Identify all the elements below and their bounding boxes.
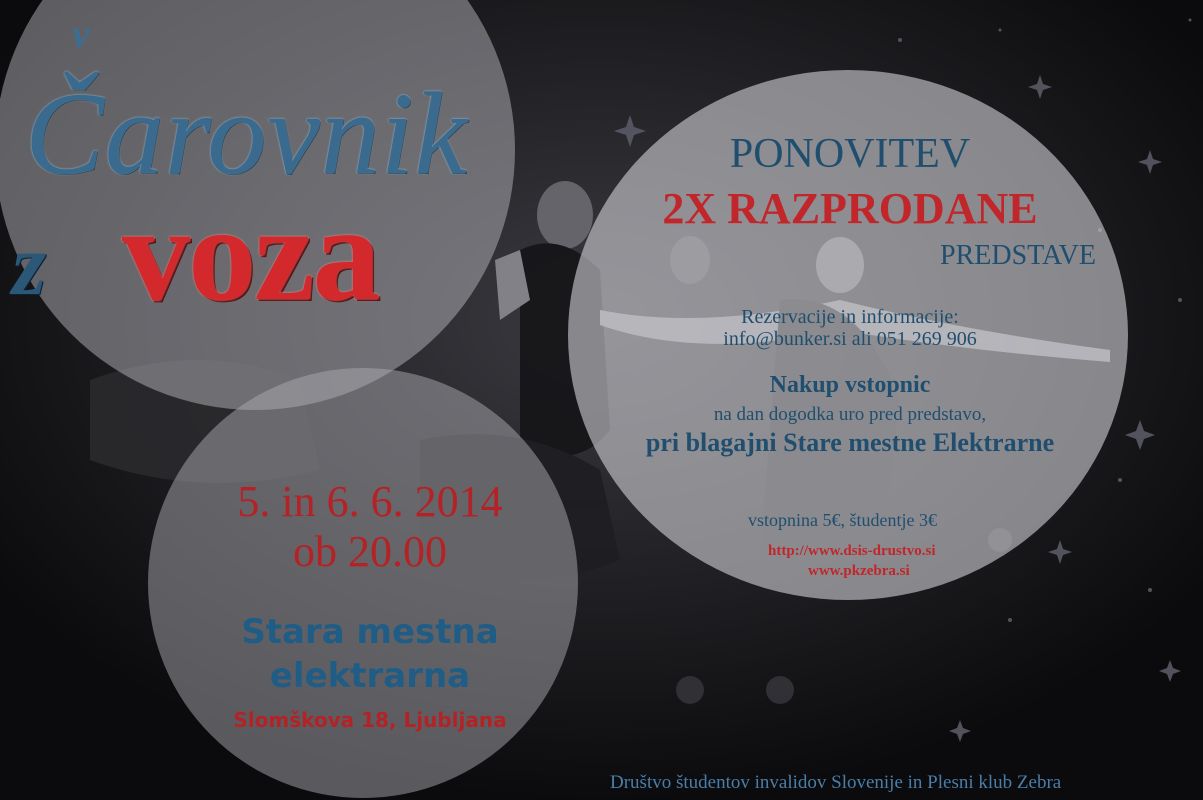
announcement-line-3: PREDSTAVE [940,240,1096,271]
ticket-prices: vstopnina 5€, študentje 3€ [748,510,937,530]
title-carovnik: Čarovnik [25,68,468,199]
announcement-line-2: 2X RAZPRODANE [662,184,1038,233]
reservations-contact: info@bunker.si ali 051 269 906 [723,328,977,350]
event-date: 5. in 6. 6. 2014 [237,477,503,526]
organizers-footer: Društvo študentov invalidov Slovenije in Plesni klub Zebra [610,772,1062,793]
reservations-label: Rezervacije in informacije: [741,306,959,328]
tickets-heading: Nakup vstopnic [769,372,931,398]
tickets-where: pri blagajni Stare mestne Elektrarne [645,428,1055,457]
venue-address: Slomškova 18, Ljubljana [233,708,507,732]
title-small-v: v [72,11,90,56]
date-circle [148,368,578,798]
tickets-when: na dan dogodka uro pred predstavo, [713,404,987,425]
event-time: ob 20.00 [293,527,447,576]
title-z: z [12,217,47,314]
venue-line-1: Stara mestna [241,612,499,652]
announcement-line-1: PONOVITEV [729,131,971,177]
venue-line-2: elektrarna [269,656,471,696]
link-pkzebra[interactable]: www.pkzebra.si [808,563,910,579]
link-dsis[interactable]: http://www.dsis-drustvo.si [768,543,936,559]
title-voza: voza [122,179,379,329]
